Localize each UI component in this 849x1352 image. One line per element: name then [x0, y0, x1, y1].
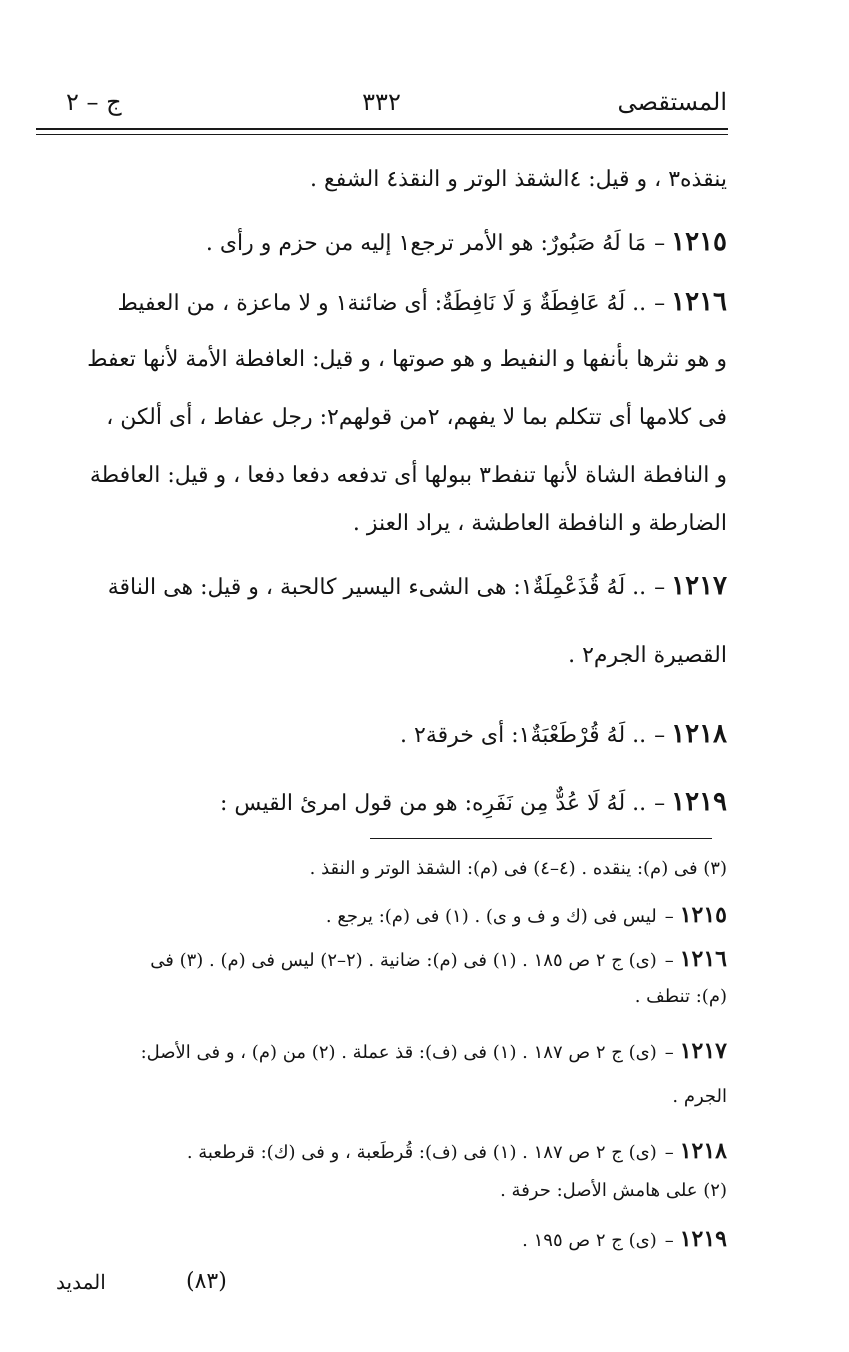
- footnote-number: ١٢١٩: [679, 1226, 727, 1252]
- entry-1215: ١٢١٥–مَا لَهُ صَبُورٌ: هو الأمر ترجع١ إليه من حزم و رأى .: [205, 227, 727, 257]
- entry-text: فى كلامها أى تتكلم بما لا يفهم، ٢من قولهم٢: رجل عفاط ، أى ألكن ،: [106, 405, 727, 430]
- footnote-1219: ١٢١٩–(ى) ج ٢ ص ١٩٥ .: [522, 1226, 727, 1252]
- text-line: [36, 456, 727, 496]
- footnote-1217: ١٢١٧–(ى) ج ٢ ص ١٨٧ . (١) فى (ف): قذ عملة . (٢) من (م) ، و فى الأصل:: [140, 1038, 727, 1064]
- entry-text: .. لَهُ قُذَعْمِلَةٌ١: هى الشىء اليسير كالحبة ، و قيل: هى الناقة: [107, 575, 647, 600]
- footnote-line: [36, 980, 727, 1014]
- signature-number: (٨٣): [186, 1269, 227, 1294]
- entry-number: ١٢١٥: [671, 227, 727, 257]
- entry-text: و النافطة الشاة لأنها تنفط٣ ببولها أى تدفعه دفعا دفعا ، و قيل: العافطة: [89, 463, 727, 488]
- footnote-text: (م): تنطف .: [634, 986, 727, 1007]
- entry-number: ١٢١٩: [671, 787, 727, 817]
- entry-text: .. لَهُ قُرْطَعْبَةٌ١: أى خرقة٢ .: [400, 723, 647, 748]
- entry-text: و هو نثرها بأنفها و النفيط و هو صوتها ، و قيل: العافطة الأمة لأنها تعفط: [87, 347, 727, 372]
- header-rule-thick: [36, 128, 728, 130]
- entry-1218: ١٢١٨–.. لَهُ قُرْطَعْبَةٌ١: أى خرقة٢ .: [400, 719, 727, 749]
- footnote-text: الجرم .: [672, 1086, 727, 1107]
- book-title: المستقصى: [617, 88, 727, 116]
- footnote-text: (ى) ج ٢ ص ١٨٧ . (١) فى (ف): قذ عملة . (٢) من (م) ، و فى الأصل:: [140, 1042, 657, 1063]
- footnote-1218: ١٢١٨–(ى) ج ٢ ص ١٨٧ . (١) فى (ف): قُرطَعبة ، و فى (ك): قرطعبة .: [186, 1138, 727, 1164]
- footnote-text: (ى) ج ٢ ص ١٩٥ .: [522, 1230, 657, 1251]
- running-header: [36, 84, 727, 120]
- entry-text: مَا لَهُ صَبُورٌ: هو الأمر ترجع١ إليه من حزم و رأى .: [205, 231, 647, 256]
- signature-label: المديد: [56, 1270, 106, 1294]
- signature-footer: [36, 1262, 296, 1302]
- footnote-number: ١٢١٧: [679, 1038, 727, 1064]
- footnote-number: ١٢١٥: [679, 902, 727, 928]
- entry-1216: ١٢١٦–.. لَهُ عَافِطَةٌ وَ لَا نَافِطَةٌ: أى ضائنة١ و لا ماعزة ، من العفيط: [117, 287, 727, 317]
- entry-1217: ١٢١٧–.. لَهُ قُذَعْمِلَةٌ١: هى الشىء اليسير كالحبة ، و قيل: هى الناقة: [107, 571, 727, 601]
- footnote-rule: [370, 838, 712, 839]
- entry-text: ينقذه٣ ، و قيل: ٤الشقذ الوتر و النقذ٤ الشفع .: [310, 167, 727, 192]
- entry-text: القصيرة الجرم٢ .: [568, 643, 727, 668]
- footnote-text: ليس فى (ك و ف و ى) . (١) فى (م): يرجع .: [325, 906, 657, 927]
- footnote-1216: ١٢١٦–(ى) ج ٢ ص ١٨٥ . (١) فى (م): ضانية . (٢–٢) ليس فى (م) . (٣) فى: [150, 946, 727, 972]
- volume-label: ج – ٢: [66, 88, 122, 116]
- footnote-text: (ى) ج ٢ ص ١٨٥ . (١) فى (م): ضانية . (٢–٢) ليس فى (م) . (٣) فى: [150, 950, 657, 971]
- text-line: [36, 504, 727, 544]
- entry-number: ١٢١٧: [671, 571, 727, 601]
- text-line: [36, 398, 727, 438]
- text-line: [36, 160, 727, 200]
- footnote-number: ١٢١٨: [679, 1138, 727, 1164]
- footnote-text: (٢) على هامش الأصل: حرفة .: [500, 1180, 727, 1201]
- footnote-1215: ١٢١٥–ليس فى (ك و ف و ى) . (١) فى (م): يرجع .: [325, 902, 727, 928]
- footnote-number: ١٢١٦: [679, 946, 727, 972]
- entry-text: .. لَهُ لَا عُدٌّ مِن نَفَرِه: هو من قول امرئ القيس :: [219, 791, 647, 816]
- footnote-text: (٣) فى (م): ينقده . (٤–٤) فى (م): الشقذ الوتر و النقذ .: [309, 858, 727, 879]
- page-number: ٣٣٢: [362, 88, 401, 116]
- footnote-line: [36, 1174, 727, 1208]
- entry-number: ١٢١٨: [671, 719, 727, 749]
- header-rule-thin: [36, 134, 728, 135]
- footnote-text: (ى) ج ٢ ص ١٨٧ . (١) فى (ف): قُرطَعبة ، و فى (ك): قرطعبة .: [186, 1142, 657, 1163]
- entry-number: ١٢١٦: [671, 287, 727, 317]
- footnote-line: [36, 1080, 727, 1114]
- entry-1219: ١٢١٩–.. لَهُ لَا عُدٌّ مِن نَفَرِه: هو من قول امرئ القيس :: [219, 787, 727, 817]
- entry-text: .. لَهُ عَافِطَةٌ وَ لَا نَافِطَةٌ: أى ضائنة١ و لا ماعزة ، من العفيط: [117, 291, 647, 316]
- footnote-line: [36, 852, 727, 886]
- entry-text: الضارطة و النافطة العاطشة ، يراد العنز .: [352, 511, 727, 536]
- text-line: [36, 636, 727, 676]
- text-line: [36, 340, 727, 380]
